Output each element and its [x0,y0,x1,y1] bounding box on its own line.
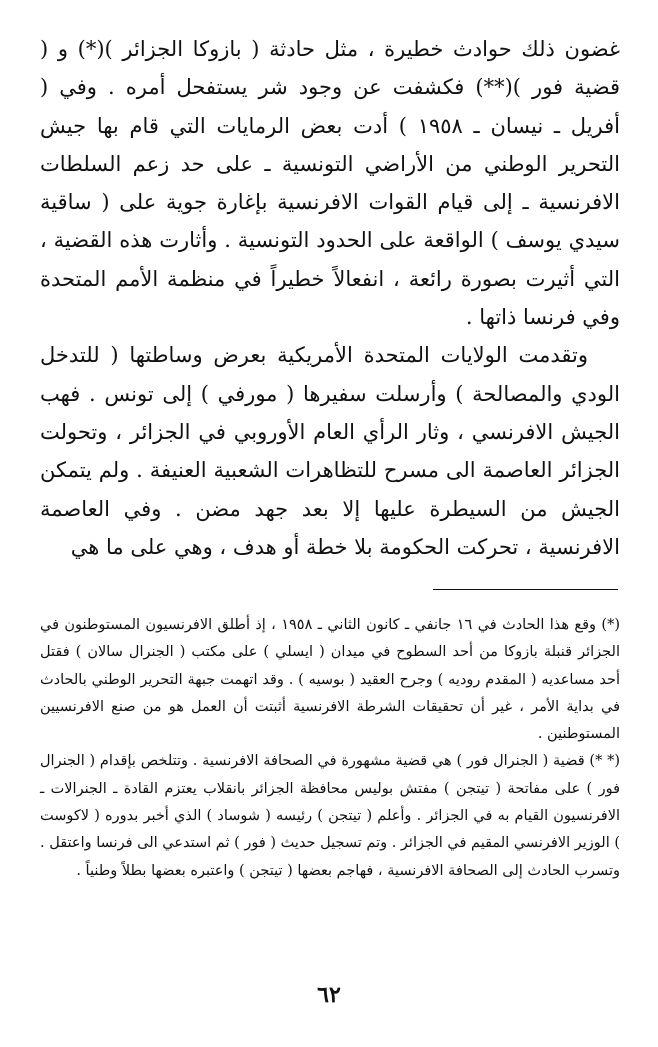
footnotes [40,612,620,885]
page-body [40,30,620,566]
page-number: ٦٢ [317,982,341,1008]
main-text [40,30,620,566]
paragraph-1: غضون ذلك حوادث خطيرة ، مثل حادثة ( بازوكا الجزائر )(*) و ( قضية فور )(**) فكشفت عن وجود شر يستفحل أمره . وفي ( أفريل ـ نيسان ـ ١٩٥٨ ) أدت بعض الرمايات التي قام بها جيش التحرير الوطني من الأراضي التونسية ـ على حد زعم السلطات الافرنسية ـ إلى قيام القوات الافرنسية بإغارة جوية على ( ساقية سيدي يوسف ) الواقعة على الحدود التونسية . وأثارت هذه القضية ، التي أثيرت بصورة رائعة ، انفعالاً خطيراً في منظمة الأمم المتحدة وفي فرنسا ذاتها . [40,37,620,330]
footnote-separator [433,589,618,590]
footnote-1: (*) وقع هذا الحادث في ١٦ جانفي ـ كانون الثاني ـ ١٩٥٨ ، إذ أطلق الافرنسيون المستوطنون في الجزائر قنبلة بازوكا من أحد السطوح في ميدان ( ايسلي ) على مكتب ( الجنرال سالان ) فقتل أحد مساعديه ( المقدم روديه ) وجرح العقيد ( بوسيه ) . وقد اتهمت جبهة التحرير الوطني بالحادث في بداية الأمر ، غير أن تحقيقات الشرطة الافرنسية أثبتت أن العمل هو من صنع الافرنسيين المستوطنين . [40,617,620,743]
paragraph-2: وتقدمت الولايات المتحدة الأمريكية بعرض وساطتها ( للتدخل الودي والمصالحة ) وأرسلت سفيرها ( مورفي ) إلى تونس . فهب الجيش الافرنسي ، وثار الرأي العام الأوروبي في الجزائر ، وتحولت الجزائر العاصمة الى مسرح للتظاهرات الشعبية العنيفة . ولم يتمكن الجيش من السيطرة عليها إلا بعد جهد مضن . وفي العاصمة الافرنسية ، تحركت الحكومة بلا خطة أو هدف ، وهي على ما هي [40,343,620,559]
footnote-2: (* *) قضية ( الجنرال فور ) هي قضية مشهورة في الصحافة الافرنسية . وتتلخص بإقدام ( الجنرال فور ) على مفاتحة ( تيتجن ) مفتش بوليس محافظة الجزائر بانقلاب يعتزم القادة ـ الجنرالات ـ الافرنسيون القيام به في الجزائر . وأعلم ( تيتجن ) رئيسه ( شوساد ) الذي أخبر بدوره ( لاكوست ) الوزير الافرنسي المقيم في الجزائر . وتم تسجيل حديث ( فور ) ثم استدعي الى فرنسا واعتقل . وتسرب الحادث إلى الصحافة الافرنسية ، فهاجم بعضها ( تيتجن ) واعتبره بعضها بطلاً وطنياً . [40,753,620,879]
